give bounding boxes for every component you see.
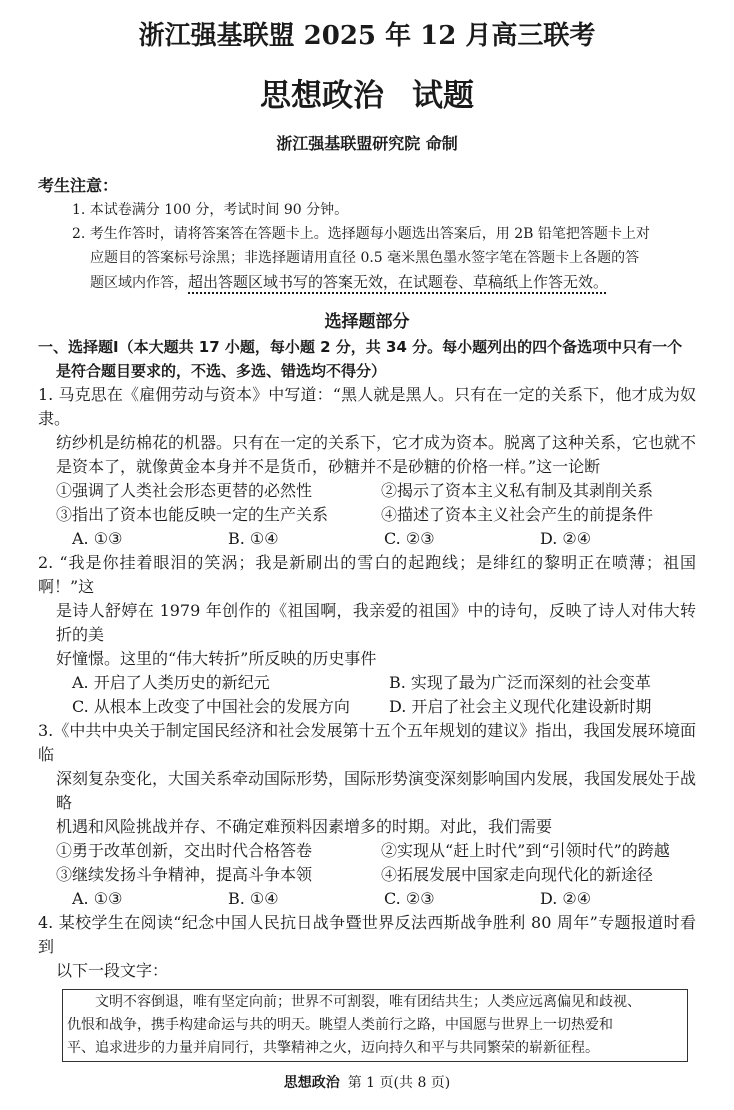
option-item: ③指出了资本也能反映一定的生产关系: [56, 505, 329, 524]
option-list: [38, 839, 696, 887]
answer-choice: C. ②③: [384, 889, 435, 908]
question-stem-line: 机遇和风险挑战并存、不确定难预料因素增多的时期。对此，我们需要: [56, 817, 553, 836]
answer-choices: [38, 887, 696, 911]
answer-choice: B. ①④: [228, 529, 279, 548]
option-item: ①勇于改革创新，交出时代合格答卷: [56, 841, 313, 860]
question-stem-line: 是资本了，就像黄金本身并不是货币，砂糖并不是砂糖的价格一样。”这一论断: [56, 457, 601, 476]
option-list: [38, 479, 696, 527]
answer-choice: C. ②③: [384, 529, 435, 548]
notice-list: [38, 198, 696, 295]
paper-type: 试题: [412, 78, 474, 114]
exam-subtitle: [38, 74, 696, 118]
quote-box: [62, 989, 688, 1062]
question-list: [38, 383, 696, 983]
option-item: ②实现从“赶上时代”到“引领时代”的跨越: [381, 841, 670, 860]
page-footer: [38, 1072, 696, 1094]
notice-text: 题区域内作答，: [90, 275, 188, 291]
exam-title: 浙江强基联盟 2025 年 12 月高三联考: [138, 21, 596, 51]
question-stem-line: 3.《中共中央关于制定国民经济和社会发展第十五个五年规划的建议》指出，我国发展环境面临: [38, 721, 696, 764]
quote-line: 文明不容倒退，唯有坚定向前；世界不可割裂，唯有团结共生；人类应远离偏见和歧视、: [95, 994, 641, 1010]
section-heading-line: 一、选择题Ⅰ（本大题共 17 小题，每小题 2 分，共 34 分。每小题列出的四个备选项中只有一个: [38, 338, 683, 356]
question-stem-line: 深刻复杂变化，大国关系牵动国际形势，国际形势演变深刻影响国内发展，我国发展处于战略: [56, 769, 697, 812]
quote-line: 平、追求进步的力量并肩同行，共擎精神之火，迈向持久和平与共同繁荣的崭新征程。: [67, 1040, 599, 1056]
question-1: [38, 383, 696, 551]
option-item: B. 实现了最为广泛而深刻的社会变革: [389, 673, 651, 692]
answer-choice: A. ①③: [72, 889, 123, 908]
section-heading: [38, 335, 696, 383]
question-stem-line: 2. “我是你挂着眼泪的笑涡；我是新刷出的雪白的起跑线；是绯红的黎明正在喷薄；祖国啊！”这: [38, 553, 696, 596]
option-item: ④拓展发展中国家走向现代化的新途径: [381, 865, 654, 884]
page-number: 第 1 页(共 8 页): [347, 1075, 451, 1091]
option-item: ④描述了资本主义社会产生的前提条件: [381, 505, 654, 524]
answer-choice: A. ①③: [72, 529, 123, 548]
question-stem-line: 1. 马克思在《雇佣劳动与资本》中写道：“黑人就是黑人。只有在一定的关系下，他才成为奴隶。: [38, 385, 696, 428]
option-item: ②揭示了资本主义私有制及其剥削关系: [381, 481, 654, 500]
footer-subject: 思想政治: [283, 1075, 340, 1091]
question-3: [38, 719, 696, 911]
notice-item-2-line: [72, 270, 696, 295]
question-stem-line: 以下一段文字：: [56, 961, 169, 980]
option-item: C. 从根本上改变了中国社会的发展方向: [72, 697, 350, 716]
subject-name: 思想政治: [260, 78, 384, 114]
option-item: ③继续发扬斗争精神，提高斗争本领: [56, 865, 313, 884]
quote-line: 仇恨和战争，携手构建命运与共的明天。眺望人类前行之路，中国愿与世界上一切热爱和: [67, 1017, 613, 1033]
answer-choice: D. ②④: [540, 529, 592, 548]
question-stem-line: 4. 某校学生在阅读“纪念中国人民抗日战争暨世界反法西斯战争胜利 80 周年”专题报道时看到: [38, 913, 696, 956]
question-stem-line: 是诗人舒婷在 1979 年创作的《祖国啊，我亲爱的祖国》中的诗句，反映了诗人对伟大转折的美: [56, 601, 696, 644]
answer-choice: B. ①④: [228, 889, 279, 908]
author-line: 浙江强基联盟研究院 命制: [276, 134, 458, 153]
notice-heading: 考生注意：: [38, 176, 119, 195]
option-list: [38, 671, 696, 719]
answer-choices: [38, 527, 696, 551]
section-title: 选择题部分: [324, 312, 410, 332]
notice-item-1: 1. 本试卷满分 100 分，考试时间 90 分钟。: [72, 202, 349, 218]
answer-choice: D. ②④: [540, 889, 592, 908]
option-item: ①强调了人类社会形态更替的必然性: [56, 481, 313, 500]
section-heading-line: 是符合题目要求的，不选、多选、错选均不得分）: [56, 362, 387, 380]
question-2: [38, 551, 696, 719]
notice-item-2-line: 2. 考生作答时，请将答案答在答题卡上。选择题每小题选出答案后，用 2B 铅笔把答题卡上对: [72, 226, 650, 242]
option-item: A. 开启了人类历史的新纪元: [72, 673, 270, 692]
notice-emphasis: 超出答题区域书写的答案无效，在试题卷、草稿纸上作答无效。: [188, 273, 609, 291]
question-stem-line: 纺纱机是纺棉花的机器。只有在一定的关系下，它才成为资本。脱离了这种关系，它也就不: [56, 433, 697, 452]
option-item: D. 开启了社会主义现代化建设新时期: [389, 697, 652, 716]
question-stem-line: 好憧憬。这里的“伟大转折”所反映的历史事件: [56, 649, 377, 668]
question-4: [38, 911, 696, 983]
notice-item-2-line: 应题目的答案标号涂黑；非选择题请用直径 0.5 毫米黑色墨水签字笔在答题卡上各题的答: [90, 250, 640, 266]
